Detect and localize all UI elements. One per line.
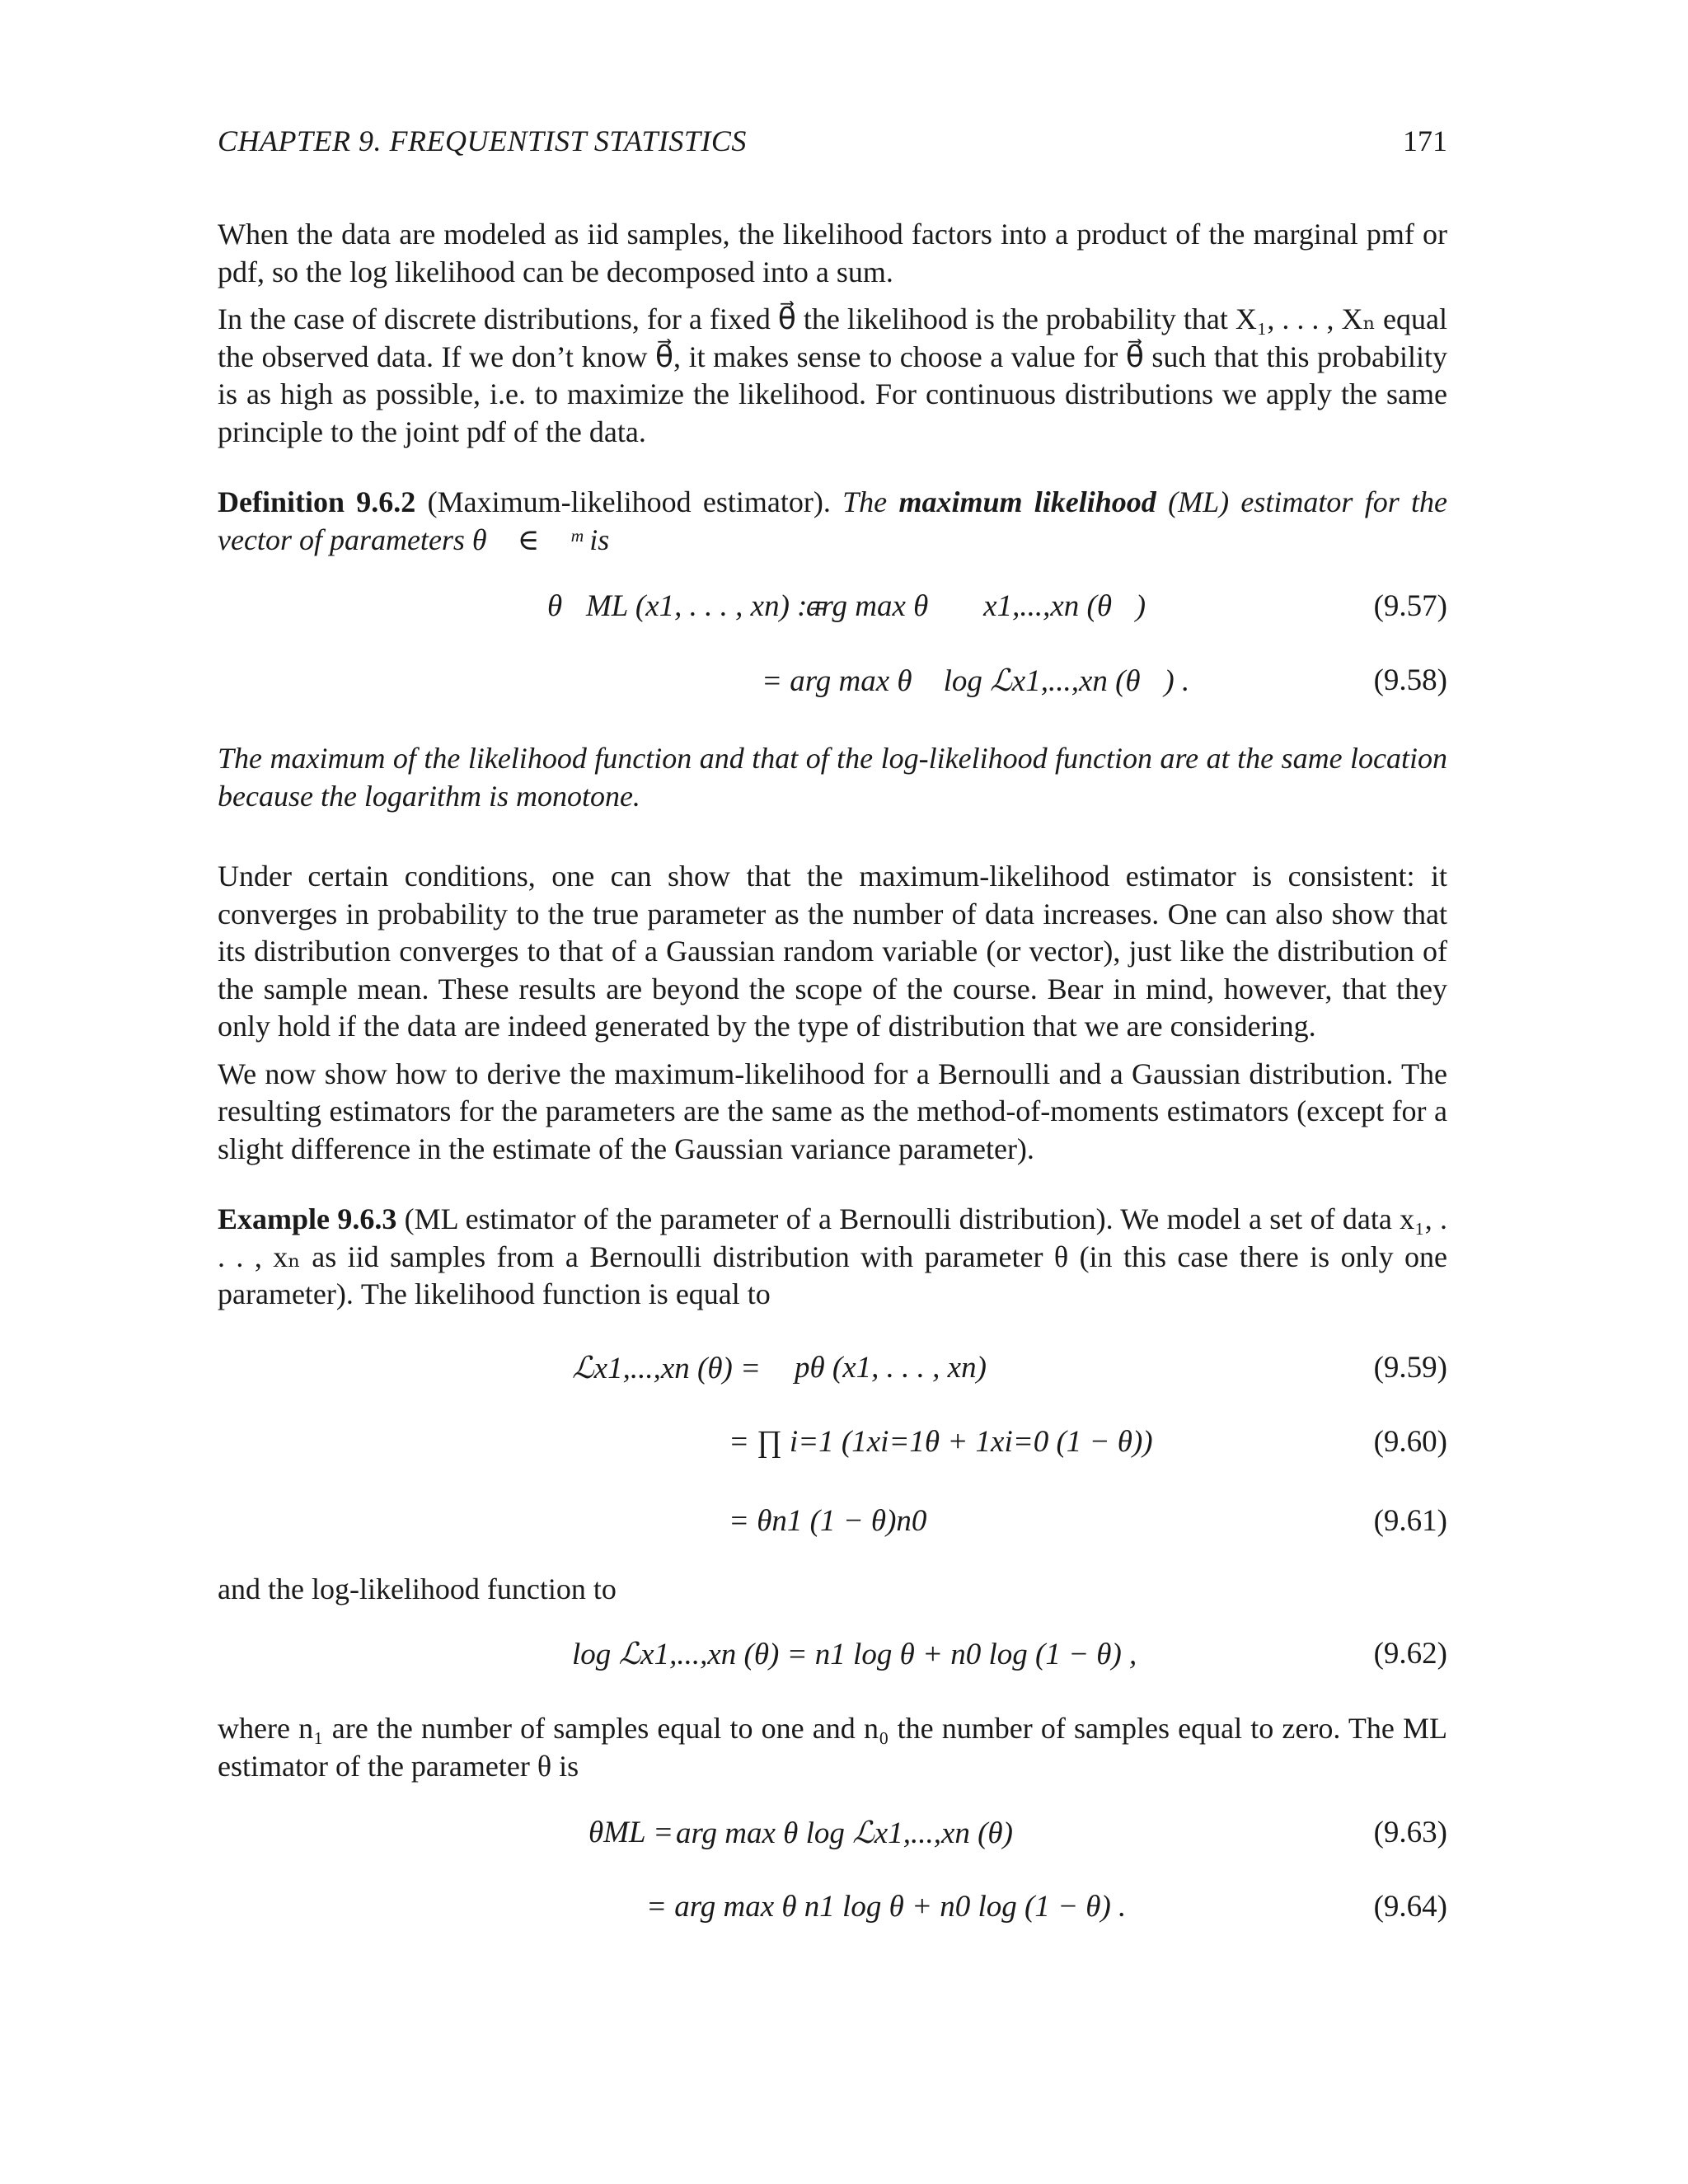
running-head — [218, 122, 1447, 160]
equation-9-58 — [218, 651, 1447, 725]
eq961-rhs: = θn1 (1 − θ)n0 — [729, 1503, 927, 1538]
definition-note: The maximum of the likelihood function and that of the log-likelihood function are at the same location because the logarithm is monotone. — [218, 742, 1447, 813]
paragraph-bernoulli-gaussian: We now show how to derive the maximum-likelihood for a Bernoulli and a Gaussian distribution. The resulting estimators for the parameters are the same as the method-of-moments estimators (except for a slight difference in the estimate of the Gaussian variance parameter). — [218, 1057, 1447, 1165]
eq960-number: (9.60) — [1373, 1424, 1447, 1459]
eq962-expr: log ℒx1,...,xn (θ) = n1 log θ + n0 log (1 − θ) , — [572, 1638, 1137, 1671]
definition-term: maximum likelihood — [898, 485, 1156, 518]
eq959-lhs: ℒx1,...,xn (θ) = — [572, 1351, 762, 1385]
chapter-title: CHAPTER 9. FREQUENTIST STATISTICS — [218, 124, 747, 157]
example-title: (ML estimator of the parameter of a Bernoulli distribution). — [404, 1202, 1114, 1235]
paragraph-n1-n0: where n₁ are the number of samples equal to one and n₀ the number of samples equal to zero. The ML estimator of the parameter θ is — [218, 1712, 1447, 1783]
eq959-rhs: pθ (x1, . . . , xn) — [795, 1350, 987, 1385]
page-body — [218, 216, 1447, 1952]
paragraph-iid-likelihood: When the data are modeled as iid samples, the likelihood factors into a product of the marginal pmf or pdf, so the log likelihood can be decomposed into a sum. — [218, 218, 1447, 288]
eq963-lhs: θML = — [588, 1816, 674, 1849]
eq964-rhs: = arg max θ n1 log θ + n0 log (1 − θ) . — [646, 1890, 1127, 1924]
equation-9-64 — [218, 1877, 1447, 1952]
eq963-rhs: arg max θ log ℒx1,...,xn (θ) — [676, 1816, 1013, 1850]
example-label: Example 9.6.3 — [218, 1202, 397, 1235]
equation-9-61 — [218, 1492, 1447, 1566]
equation-9-57 — [218, 577, 1447, 651]
eq959-number: (9.59) — [1373, 1350, 1447, 1385]
eq958-number: (9.58) — [1373, 663, 1447, 697]
eq963-number: (9.63) — [1373, 1816, 1447, 1849]
eq957-number: (9.57) — [1373, 589, 1447, 623]
definition-title: (Maximum-likelihood estimator). — [427, 485, 831, 518]
page-number: 171 — [1403, 124, 1447, 157]
definition-label: Definition 9.6.2 — [218, 485, 416, 518]
example-9-6-3 — [218, 1201, 1447, 1314]
definition-text-a: The — [842, 485, 888, 518]
equation-9-63 — [218, 1803, 1447, 1877]
eq962-number: (9.62) — [1373, 1637, 1447, 1671]
paragraph-consistency: Under certain conditions, one can show that the maximum-likelihood estimator is consistent: it converges in probability to the true parameter as the number of data increases. One can also show that its distribution converges to that of a Gaussian random variable (or vector), just like the distribution of the sample mean. These results are beyond the scope of the course. Bear in mind, however, that they only hold if the data are indeed generated by the type of distribution that we are considering. — [218, 860, 1447, 1043]
definition-text-b: (ML) estimator for the vector of parameters θ⃗ ∈ ℝᵐ is — [218, 485, 1448, 556]
eq964-number: (9.64) — [1373, 1890, 1447, 1924]
equation-9-60 — [218, 1413, 1447, 1492]
eq957-rhs: arg max θ⃗ ℒx1,...,xn (θ⃗) — [806, 589, 1146, 623]
paragraph-discrete-likelihood: In the case of discrete distributions, for a fixed θ⃗ the likelihood is the probability that X₁, . . . , Xₙ equal the observed data. If we don’t know θ⃗, it makes sense to choose a value for θ⃗ such that this probability is as high as possible, i.e. to maximize the likelihood. For continuous distributions we apply the same principle to the joint pdf of the data. — [218, 302, 1447, 448]
eq961-number: (9.61) — [1373, 1503, 1447, 1538]
example-text: We model a set of data x₁, . . . , xₙ as iid samples from a Bernoulli distribution with parameter θ (in this case there is only one parameter). The likelihood function is equal to — [218, 1202, 1448, 1310]
equation-9-62 — [218, 1624, 1447, 1699]
equation-9-59 — [218, 1338, 1447, 1413]
paragraph-log-likelihood-intro: and the log-likelihood function to — [218, 1572, 617, 1605]
definition-9-6-2 — [218, 484, 1447, 559]
eq958-rhs: = arg max θ⃗ log ℒx1,...,xn (θ⃗) . — [762, 664, 1190, 698]
eq957-lhs: θ⃗ML (x1, . . . , xn) := — [547, 589, 828, 623]
eq960-rhs: = ∏ i=1 (1xi=1θ + 1xi=0 (1 − θ)) — [729, 1424, 1153, 1459]
